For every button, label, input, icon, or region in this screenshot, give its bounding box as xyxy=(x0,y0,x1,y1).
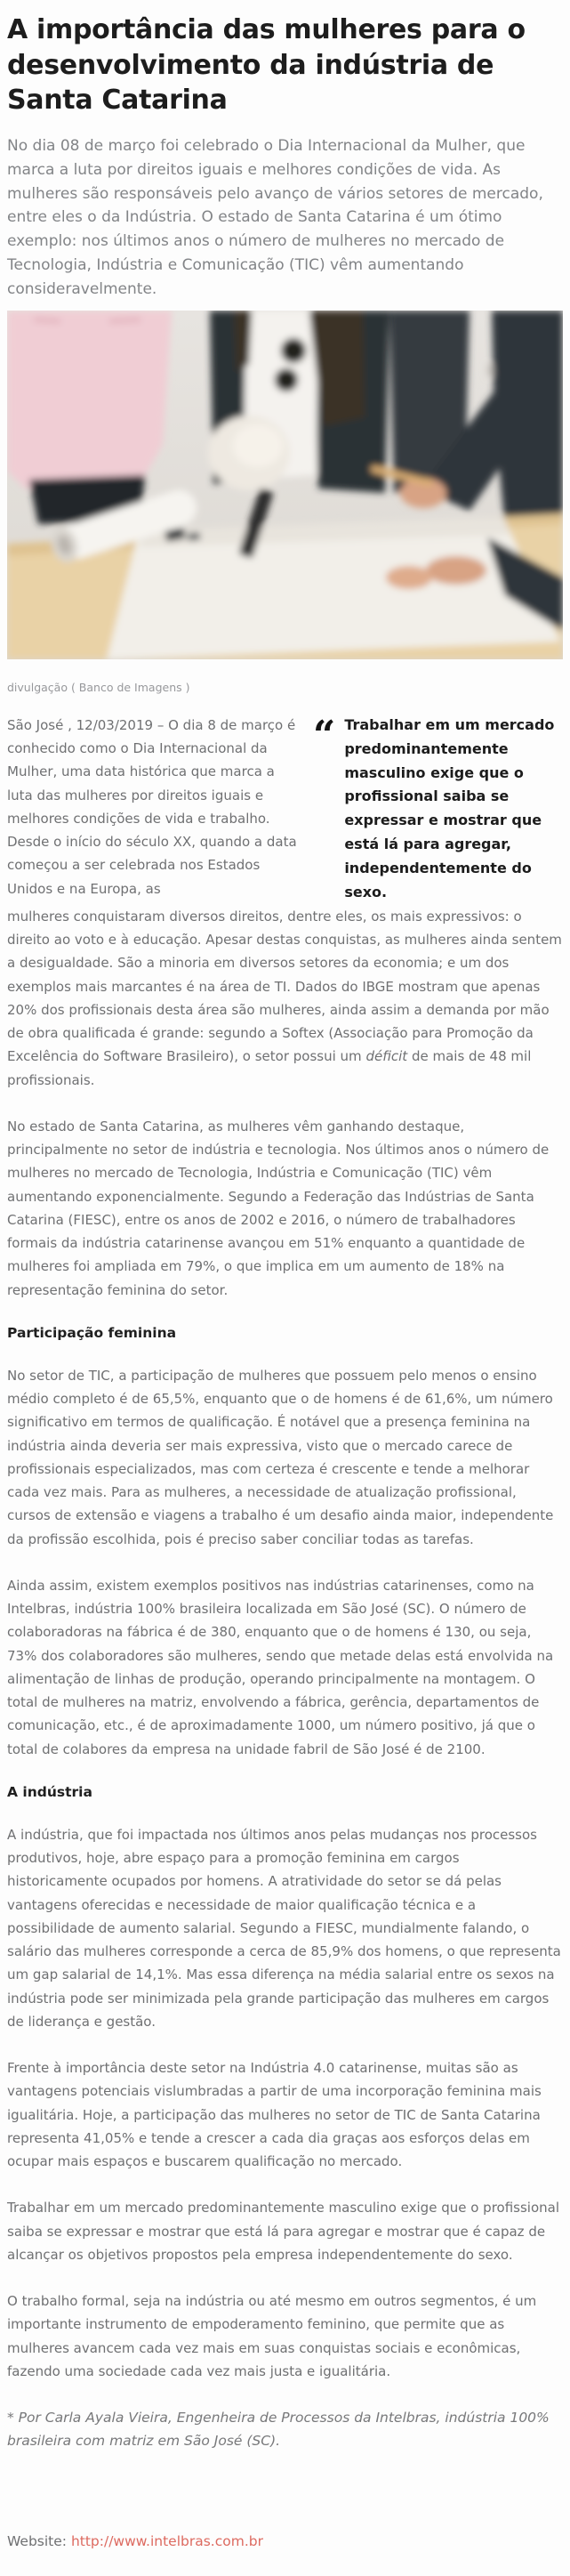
paragraph-sc-growth: No estado de Santa Catarina, as mulheres vêm ganhando destaque, principalmente no setor de indústria e tecnologia. Nos últimos anos o número de mulheres no mercado de Tecnologia, Indústria e Comunicação (TIC) vêm aumentando exponencialmente. Segundo a Federação das Indústrias de Santa Catarina (FIESC), entre os anos de 2002 e 2016, o número de trabalhadores formais da indústria catarinense avançou em 51% enquanto a quantidade de mulheres foi ampliada em 79%, o que implica em um aumento de 18% na representação feminina do setor. xyxy=(7,1118,550,1298)
paragraph-tic-participation: No setor de TIC, a participação de mulheres que possuem pelo menos o ensino médio completo é de 65,5%, enquanto que o de homens é de 61,6%, um número significativo em termos de qualificação. É notável que a presença feminina na indústria ainda deveria ser mais expressiva, visto que o mercado carece de profissionais especializados, mas com certeza é crescente e tende a melhorar cada vez mais. Para as mulheres, a necessidade de atualização profissional, cursos de extensão e viagens a trabalho é um desafio ainda maior, independente da profissão escolhida, pois é preciso saber conciliar todas as tarefas. xyxy=(7,1367,554,1547)
website-link[interactable]: http://www.intelbras.com.br xyxy=(70,2532,263,2549)
intro-and-quote-row xyxy=(7,714,562,905)
section-heading-a-industria: A indústria xyxy=(7,1783,92,1800)
intro-paragraph: São José , 12/03/2019 – O dia 8 de março é conhecido como o Dia Internacional da Mulher, uma data histórica que marca a luta das mulheres por direitos iguais e melhores condições de vida e trabalho. Desde o início do século XX, quando a data começou a ser celebrada nos Estados Unidos e na Europa, as xyxy=(7,716,297,897)
businesspeople-blueprints-illustration xyxy=(7,311,563,659)
paragraph-intelbras-example: Ainda assim, existem exemplos positivos nas indústrias catarinenses, como na Intelbras, indústria 100% brasileira localizada em São José (SC). O número de colaboradoras na fábrica é de 380, enquanto que o de homens é 130, ou seja, 73% dos colaboradores são mulheres, sendo que metade delas está envolvida na alimentação de linhas de produção, operando principalmente na montagem. O total de mulheres na matriz, envolvendo a fábrica, gerência, departamentos de comunicação, etc., é de aproximadamente 1000, um número positivo, já que o total de colabores da empresa na unidade fabril de São José é de 2100. xyxy=(7,1577,554,1757)
pull-quote xyxy=(311,714,562,905)
website-label: Website: xyxy=(7,2532,71,2549)
article-lead-paragraph: No dia 08 de março foi celebrado o Dia Internacional da Mulher, que marca a luta por direitos iguais e melhores condições de vida. As mulheres são responsáveis pelo avanço de vários setores de mercado, entre eles o da Indústria. O estado de Santa Catarina é um ótimo exemplo: nos últimos anos o número de mulheres no mercado de Tecnologia, Indústria e Comunicação (TIC) vêm aumentando consideravelmente. xyxy=(7,136,543,298)
pull-quote-text: Trabalhar em um mercado predominantemente masculino exige que o profissional saiba se expressar e mostrar que está lá para agregar, independentemente do sexo. xyxy=(344,715,555,900)
paragraph-conquests-end: de mais de 48 mil profissionais. xyxy=(7,1048,532,1088)
photo-caption: divulgação ( Banco de Imagens ) xyxy=(7,680,190,694)
paragraph-formal-work: O trabalho formal, seja na indústria ou até mesmo em outros segmentos, é um importante instrumento de empoderamento feminino, que permite que as mulheres avancem cada vez mais em suas conquistas sociais e econômicas, fazendo uma sociedade cada vez mais justa e igualitária. xyxy=(7,2293,537,2379)
paragraph-conquests-start: mulheres conquistaram diversos direitos, dentre eles, os mais expressivos: o direito ao voto e à educação. Apesar destas conquistas, as mulheres ainda sentem a desigualdade. São a minoria em diversos setores da economia; e um dos exemplos mais marcantes é na área de TI. Dados do IBGE mostram que apenas 20% dos profissionais desta área são mulheres, ainda assim a demanda por mão de obra qualificada é grande: segundo a Softex (Associação para Promoção da Excelência do Software Brasileiro), o setor possui um xyxy=(7,908,562,1065)
paragraph-industry-changes: A indústria, que foi impactada nos últimos anos pelas mudanças nos processos produtivos, hoje, abre espaço para a promoção feminina em cargos historicamente ocupados por homens. A atratividade do setor se dá pelas vantagens oferecidas e necessidade de maior qualificação técnica e a possibilidade de aumento salarial. Segundo a FIESC, mundialmente falando, o salário das mulheres corresponde a cerca de 85,9% dos homens, o que representa um gap salarial de 14,1%. Mas essa diferença na média salarial entre os sexos na indústria pode ser minimizada pela grande participação das mulheres em cargos de liderança e gestão. xyxy=(7,1826,561,2030)
article-photo xyxy=(7,311,563,659)
paragraph-masculine-market: Trabalhar em um mercado predominantemente masculino exige que o profissional saiba se expressar e mostrar que está lá para agregar e mostrar que é capaz de alcançar os objetivos propostos pela empresa independentemente do sexo. xyxy=(7,2200,559,2263)
page-title: A importância das mulheres para o desenvolvimento da indústria de Santa Catarina xyxy=(7,14,526,117)
deficit-italic-word: déficit xyxy=(365,1048,408,1065)
author-byline: * Por Carla Ayala Vieira, Engenheira de Processos da Intelbras, indústria 100% brasileira com matriz em São José (SC). xyxy=(7,2410,550,2450)
website-footer xyxy=(7,2533,562,2549)
paragraph-conquests xyxy=(7,905,562,1092)
quote-icon: “ xyxy=(313,712,336,758)
section-heading-participacao-feminina: Participação feminina xyxy=(7,1324,177,1341)
paragraph-industry-40: Frente à importância deste setor na Indústria 4.0 catarinense, muitas são as vantagens potenciais vislumbradas a partir de uma incorporação feminina mais igualitária. Hoje, a participação das mulheres no setor de TIC de Santa Catarina representa 41,05% e tende a crescer a cada dia graças aos esforços delas em ocupar mais espaços e buscarem qualificação no mercado. xyxy=(7,2060,542,2170)
